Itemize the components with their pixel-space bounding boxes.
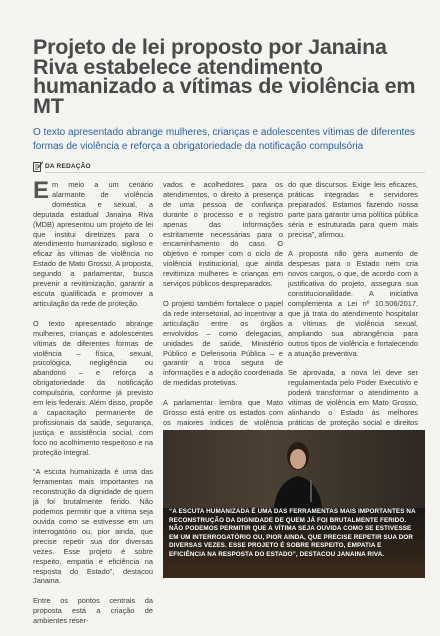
person-silhouette [263, 436, 333, 516]
paragraph: A parlamentar lembra que Mato Grosso está entre os estados com os maiores índices de violência [163, 398, 283, 427]
text-column-1 [33, 177, 153, 636]
paragraph: vados e acolhedores para os atendimentos, o direito à presença de uma pessoa de confiança durante o processo e o registro apenas das informações estritamente necessárias para o encaminhamento do caso. O objetivo é romper com o ciclo de violência institucional, que ainda revitimiza mulheres e crianças em serviços públicos despreparados. [163, 180, 283, 289]
article-subtitle: O texto apresentado abrange mulheres, crianças e adolescentes vítimas de diferentes formas de violência e reforça a obrigatoriedade da notificação compulsória [33, 127, 415, 152]
byline-label: DA REDAÇÃO [45, 163, 91, 170]
paragraph: O texto apresentado abrange mulheres, crianças e adolescentes vítimas de diferentes formas de violência – física, sexual, psicológica, negligência ou abandono – e reforça a obrigatoriedade da notificação compulsória, conforme já previsto em leis federais. Além disso, propõe a capacitação permanente de profissionais da saúde, segurança, justiça e assistência social, com foco no acolhimento respeitoso e na proteção integral. [33, 318, 153, 457]
paragraph: “A escuta humanizada é uma das ferramentas mais importantes na reconstrução da dignidade de quem já foi brutalmente ferido. Não podemos permitir que a vítima seja ouvida como se estivesse em um interrogatório ou, pior ainda, que precise repetir sua dor diversas vezes. Esse projeto é sobre respeito, empatia e eficiência na resposta do Estado”, destacou Janaina. [33, 467, 153, 586]
photo [163, 430, 425, 578]
text-column-3 [288, 180, 418, 448]
paragraph-text: m meio a um cenário alarmante de violência doméstica e sexual, a deputada estadual Janaina Riva (MDB) apresentou um projeto de lei que institui diretrizes para o atendimento humanizado, sigiloso e eficaz às vítimas de violência no Estado de Mato Grosso. A proposta, segundo a parlamentar, busca prevenir a revitimização, garantir a escuta qualificada e promover a articulação da rede de proteção. [33, 180, 153, 308]
photo-caption: “A ESCUTA HUMANIZADA É UMA DAS FERRAMENTAS MAIS IMPORTANTES NA RECONSTRUÇÃO DA DIGNIDADE DE QUEM JÁ FOI BRUTALMENTE FERIDO. NÃO PODEMOS PERMITIR QUE A VÍTIMA SEJA OUVIDA COMO SE ESTIVESSE EM UM INTERROGATÓRIO OU, PIOR AINDA, QUE PRECISE REPETIR SUA DOR DIVERSAS VEZES. ESSE PROJETO É SOBRE RESPEITO, EMPATIA E EFICIÊNCIA NA RESPOSTA DO ESTADO”, DESTACOU JANAINA RIVA. [169, 508, 416, 558]
paragraph: Entre os pontos centrais da proposta está a criação de ambientes reser- [33, 596, 153, 626]
byline [33, 161, 91, 172]
article-headline: Projeto de lei proposto por Janaina Riva estabelece atendimento humanizado a vítimas de violência em MT [33, 35, 416, 118]
pen-icon [33, 161, 43, 172]
paragraph [33, 177, 153, 309]
paragraph: A proposta não gera aumento de despesas para o Estado nem cria novos cargos, o que, de acordo com a justificativa do projeto, assegura sua constitucionalidade. A iniciativa complementa a Lei nº 10.506/2017, que já trata do atendimento hospitalar a vítimas de violência sexual, ampliando sua abrangência para outros tipos de violência e fortalecendo a atuação preventiva. [288, 249, 418, 358]
paragraph: do que discursos. Exige leis eficazes, práticas integradas e servidores preparados. Estamos fazendo nossa parte para garantir uma política pública séria e estruturada para quem mais precisa”, afirmou. [288, 180, 418, 239]
paragraph [288, 368, 418, 437]
divider [45, 172, 425, 173]
paragraph: O projeto também fortalece o papel da rede intersetorial, ao incentivar a articulação entre os órgãos envolvidos – como delegacias, unidades de saúde, Ministério Público e Defensoria Pública – e garantir a troca segura de informações e a adoção coordenada de medidas protetivas. [163, 298, 283, 388]
dropcap: E [33, 177, 50, 204]
paragraph-text: Se aprovada, a nova lei deve ser regulamentada pelo Poder Executivo e poderá transformar o atendimento a vítimas de violência em Mato Grosso, alinhando o Estado às melhores práticas de proteção social e direitos [288, 368, 418, 427]
